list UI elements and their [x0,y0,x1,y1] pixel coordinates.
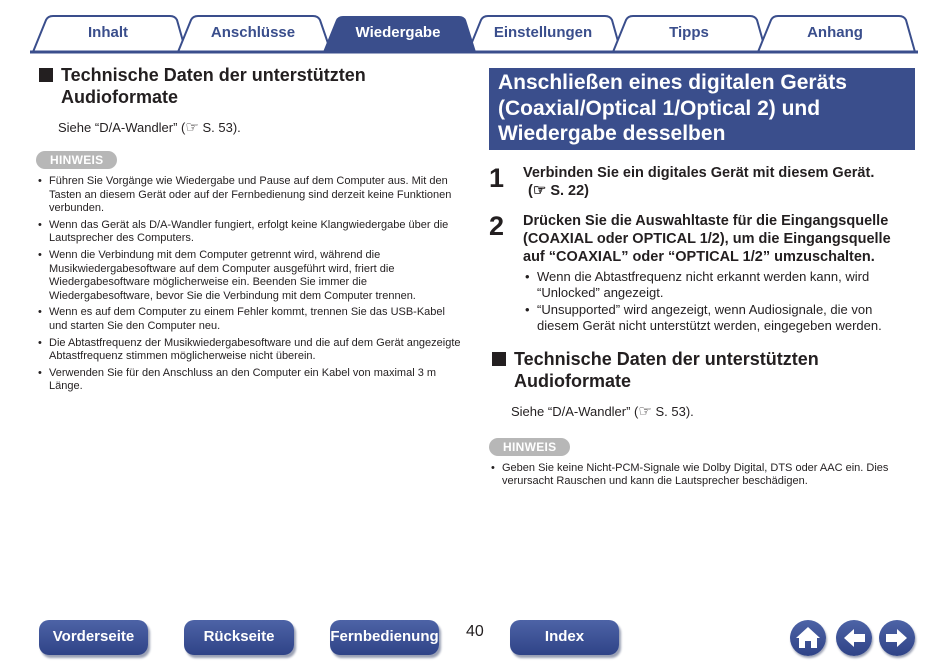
square-bullet-icon [39,68,53,82]
cross-reference-text: Siehe “D/A-Wandler” ( [58,120,186,135]
section-heading-text: Technische Daten der unterstützten Audioformate [514,348,819,391]
section-heading [36,64,466,108]
step-number: 1 [489,162,505,193]
forward-button[interactable] [879,620,915,656]
list-item: • Wenn das Gerät als D/A-Wandler fungiert, erfolgt keine Klangwiedergabe über die Lautsprecher des Computers. [36,219,466,246]
step-reference-link[interactable]: S. 22) [550,182,590,199]
step-2 [489,212,915,335]
page-title: Anschließen eines digitalen Geräts (Coaxial/Optical 1/Optical 2) und Wiedergabe desselben [489,68,915,150]
list-item: • Wenn es auf dem Computer zu einem Fehler kommt, trennen Sie das USB-Kabel und starten Sie den Computer neu. [36,306,466,333]
notes-list [36,175,466,394]
cross-reference-link[interactable]: S. 53). [202,120,241,135]
list-item: • Wenn die Verbindung mit dem Computer getrennt wird, während die Musikwiedergabesoftware auf dem Computer ausgeführt wird, friert die Wiedergabesoftware möglicherweise ein. Beenden Sie immer die Wiedergabesoftware, bevor Sie die Verbindung mit dem Computer trennen. [36,249,466,303]
cross-reference [58,118,466,136]
home-icon [790,620,826,656]
index-button[interactable]: Index [510,620,619,655]
left-column [36,64,466,397]
tab-wiedergabe[interactable]: Wiedergabe [355,24,441,41]
step-reference: (☞ S. 22) [528,181,590,199]
tab-anhang[interactable]: Anhang [807,24,863,41]
cross-reference-text: Siehe “D/A-Wandler” ( [511,403,639,419]
cross-reference [511,402,915,420]
tab-anschluesse[interactable]: Anschlüsse [210,24,296,41]
tab-inhalt[interactable]: Inhalt [88,24,128,41]
section-heading-text: Technische Daten der unterstützten Audioformate [61,65,366,107]
back-button[interactable] [836,620,872,656]
cross-reference-link[interactable]: S. 53). [655,403,694,419]
tab-bar [0,0,950,56]
list-item: • Verwenden Sie für den Anschluss an den Computer ein Kabel von maximal 3 m Länge. [36,367,466,394]
hinweis-badge: HINWEIS [36,151,117,169]
right-column [489,68,915,492]
page-number: 40 [466,623,484,640]
hand-pointer-icon: ☞ [185,119,199,136]
arrow-left-icon [836,620,872,656]
hinweis-badge: HINWEIS [489,438,570,456]
step-title: Verbinden Sie ein digitales Gerät mit diesem Gerät. [523,164,875,181]
hand-pointer-icon: ☞ [532,181,547,199]
list-item: • Geben Sie keine Nicht-PCM-Signale wie Dolby Digital, DTS oder AAC ein. Dies verursacht Rauschen und kann die Lautsprecher beschädigen. [489,462,915,489]
hand-pointer-icon: ☞ [638,402,652,420]
vorderseite-button[interactable]: Vorderseite [39,620,148,655]
home-button[interactable] [790,620,826,656]
arrow-right-icon [879,620,915,656]
step-number: 2 [489,210,505,241]
list-item: • Wenn die Abtastfrequenz nicht erkannt werden kann, wird “Unlocked” angezeigt. [523,269,915,302]
square-bullet-icon [492,352,506,366]
step-bullets [523,269,915,335]
fernbedienung-button[interactable]: Fernbedienung [330,620,439,655]
list-item: • “Unsupported” wird angezeigt, wenn Audiosignale, die von diesem Gerät nicht unterstützt werden, eingegeben werden. [523,302,915,335]
section-heading [489,348,915,392]
rueckseite-button[interactable]: Rückseite [184,620,294,655]
step-title: Drücken Sie die Auswahltaste für die Eingangsquelle (COAXIAL oder OPTICAL 1/2), um die Eingangsquelle auf “COAXIAL” oder “OPTICAL 1/2” umzuschalten. [523,212,891,265]
notes-list [489,462,915,489]
tab-einstellungen[interactable]: Einstellungen [493,24,593,41]
list-item: • Führen Sie Vorgänge wie Wiedergabe und Pause auf dem Computer aus. Mit den Tasten an diesem Gerät oder auf der Fernbedienung sind derzeit keine Funktionen verbunden. [36,175,466,216]
step-1 [489,164,915,200]
tab-tipps[interactable]: Tipps [669,24,709,41]
list-item: • Die Abtastfrequenz der Musikwiedergabesoftware und die auf dem Gerät angezeigte Abtastfrequenz stimmen möglicherweise nicht überein. [36,337,466,364]
